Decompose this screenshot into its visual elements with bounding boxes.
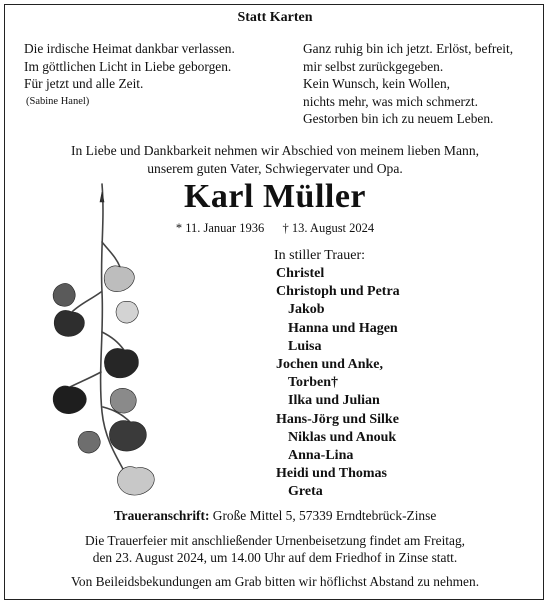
mourner-name: Torben† bbox=[288, 375, 339, 391]
notice-heading: Statt Karten bbox=[237, 10, 313, 25]
poem-source: (Sabine Hanel) bbox=[26, 96, 90, 107]
address-label: Traueranschrift: bbox=[113, 508, 210, 523]
poem-left bbox=[24, 40, 235, 93]
poem-line: Im göttlichen Licht in Liebe geborgen. bbox=[24, 58, 232, 74]
death-date: † 13. August 2024 bbox=[282, 221, 375, 235]
mourner-name: Hans-Jörg und Silke bbox=[276, 411, 399, 427]
poem-line: Die irdische Heimat dankbar verlassen. bbox=[24, 41, 235, 56]
poem-line: Ganz ruhig bin ich jetzt. Erlöst, befreit, bbox=[303, 41, 514, 56]
mourner-name: Christel bbox=[276, 266, 325, 281]
leaf-branch-image bbox=[50, 182, 170, 502]
mourner-name: Christoph und Petra bbox=[276, 284, 400, 300]
address-text: Große Mittel 5, 57339 Erndtebrück-Zinse bbox=[212, 508, 437, 523]
mourner-name: Heidi und Thomas bbox=[276, 466, 388, 482]
poem-line: Gestorben bin ich zu neuem Leben. bbox=[303, 111, 494, 126]
service-line: den 23. August 2024, um 14.00 Uhr auf dem Friedhof in Zinse statt. bbox=[92, 550, 458, 565]
poem-right bbox=[303, 40, 513, 128]
mourner-name: Ilka und Julian bbox=[288, 393, 380, 409]
mourner-name: Anna-Lina bbox=[288, 448, 354, 464]
poem-line: mir selbst zurückgegeben. bbox=[303, 58, 444, 74]
poem-line: Für jetzt und alle Zeit. bbox=[24, 76, 144, 91]
farewell-intro bbox=[0, 142, 550, 177]
mourner-name: Greta bbox=[288, 484, 323, 500]
service-info bbox=[0, 532, 550, 566]
closing-note: Von Beileidsbekundungen am Grab bitten wir höflichst Abstand zu nehmen. bbox=[70, 574, 480, 589]
mourning-address bbox=[0, 508, 550, 524]
birth-date: * 11. Januar 1936 bbox=[175, 221, 265, 235]
service-line: Die Trauerfeier mit anschließender Urnenbeisetzung findet am Freitag, bbox=[84, 533, 466, 548]
mourner-name: Hanna und Hagen bbox=[288, 320, 398, 336]
intro-line: unserem guten Vater, Schwiegervater und Opa. bbox=[147, 160, 403, 176]
intro-line: In Liebe und Dankbarkeit nehmen wir Abschied von meinem lieben Mann, bbox=[70, 143, 480, 158]
deceased-name: Karl Müller bbox=[183, 178, 367, 215]
mourners-list bbox=[276, 265, 400, 502]
mourner-name: Luisa bbox=[288, 338, 322, 354]
mourner-name: Niklas und Anouk bbox=[288, 429, 397, 445]
mourner-name: Jakob bbox=[288, 302, 325, 318]
mourning-heading: In stiller Trauer: bbox=[274, 248, 365, 263]
poem-line: nichts mehr, was mich schmerzt. bbox=[303, 93, 478, 109]
poem-line: Kein Wunsch, kein Wollen, bbox=[303, 76, 451, 91]
mourner-name: Jochen und Anke, bbox=[276, 357, 383, 373]
